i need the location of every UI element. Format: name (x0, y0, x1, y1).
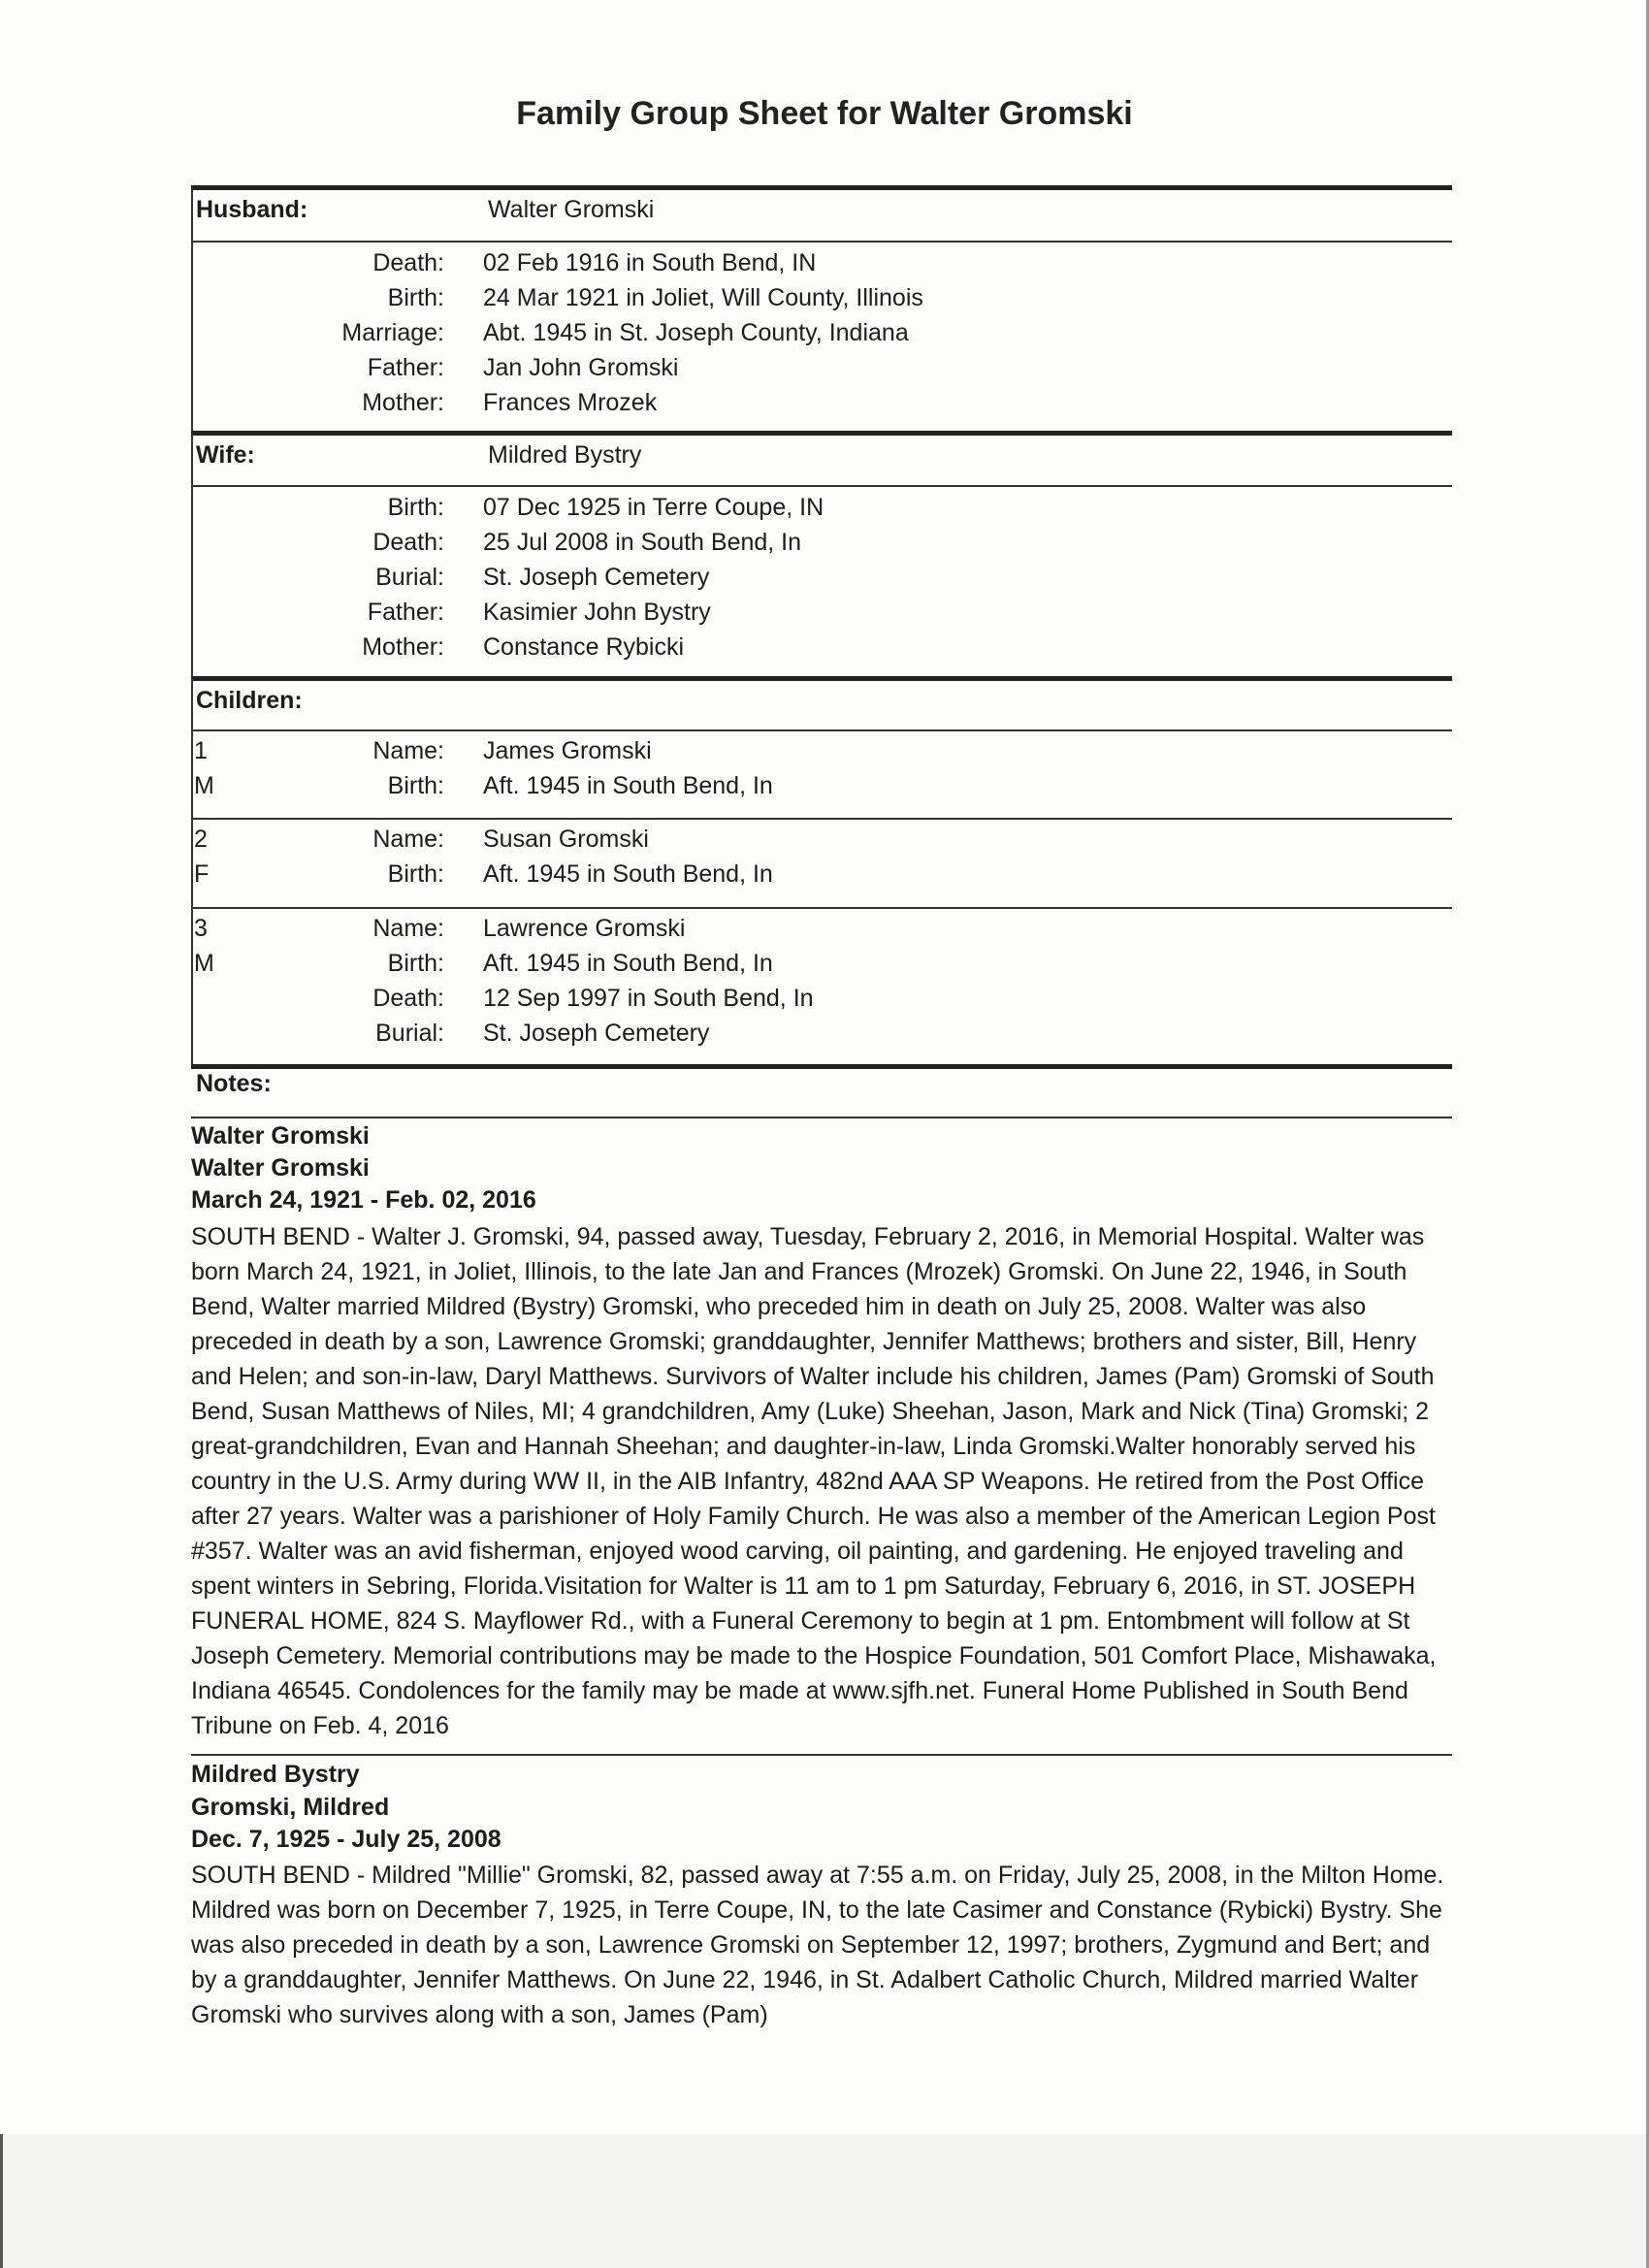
children-label: Children: (196, 687, 303, 714)
wife-fact-label: Birth: (387, 494, 444, 521)
scan-margin (0, 2134, 1649, 2268)
notes-label: Notes: (196, 1070, 272, 1097)
wife-fact-label: Burial: (375, 564, 444, 591)
child-fact-value: St. Joseph Cemetery (483, 1020, 710, 1047)
child-sex: F (194, 860, 210, 888)
section-border (191, 188, 193, 431)
child-fact-value: Aft. 1945 in South Bend, In (483, 950, 773, 977)
header-rule (191, 729, 1452, 731)
child-fact-value: Lawrence Gromski (483, 915, 686, 942)
husband-label: Husband: (196, 196, 308, 223)
page-title: Family Group Sheet for Walter Gromski (516, 95, 1133, 132)
husband-name: Walter Gromski (488, 196, 655, 223)
note-name: Gromski, Mildred (191, 1794, 390, 1821)
child-fact-value: Aft. 1945 in South Bend, In (483, 772, 773, 799)
husband-fact-label: Father: (367, 354, 444, 381)
scan-edge (0, 2134, 3, 2268)
child-fact-label: Birth: (387, 860, 444, 888)
section-rule (191, 185, 1452, 190)
child-fact-label: Name: (372, 737, 444, 764)
header-rule (191, 1117, 1452, 1118)
child-number: 1 (194, 737, 208, 764)
section-rule (191, 431, 1452, 436)
husband-fact-value: 02 Feb 1916 in South Bend, IN (483, 249, 817, 276)
note-dates: March 24, 1921 - Feb. 02, 2016 (191, 1186, 536, 1214)
note-heading: Walter Gromski (191, 1122, 370, 1150)
wife-fact-value: Kasimier John Bystry (483, 599, 711, 626)
husband-fact-value: Frances Mrozek (483, 389, 658, 416)
note-heading: Mildred Bystry (191, 1761, 360, 1788)
wife-fact-value: Constance Rybicki (483, 633, 685, 661)
section-border (191, 679, 193, 1064)
section-rule (191, 1064, 1452, 1069)
wife-label: Wife: (196, 441, 255, 469)
husband-fact-label: Mother: (362, 389, 444, 416)
child-number: 2 (194, 826, 208, 853)
child-fact-value: Aft. 1945 in South Bend, In (483, 860, 773, 888)
note-name: Walter Gromski (191, 1154, 370, 1182)
child-sex: M (194, 772, 214, 799)
child-fact-value: Susan Gromski (483, 826, 649, 853)
child-sex: M (194, 950, 214, 977)
note-divider (191, 1754, 1452, 1756)
husband-fact-label: Death: (372, 249, 444, 276)
wife-fact-value: St. Joseph Cemetery (483, 564, 710, 591)
header-rule (191, 485, 1452, 487)
husband-fact-value: Abt. 1945 in St. Joseph County, Indiana (483, 319, 909, 346)
wife-name: Mildred Bystry (488, 441, 642, 469)
child-fact-label: Name: (372, 915, 444, 942)
child-fact-label: Name: (372, 826, 444, 853)
child-number: 3 (194, 915, 208, 942)
child-fact-label: Burial: (375, 1020, 444, 1047)
note-dates: Dec. 7, 1925 - July 25, 2008 (191, 1826, 501, 1853)
wife-fact-label: Mother: (362, 633, 444, 661)
obituary-text: SOUTH BEND - Mildred "Millie" Gromski, 82, passed away at 7:55 a.m. on Friday, July 25, 2008, in the Milton Home. Mildred was born on December 7, 1925, in Terre Coupe, IN, to the late Casimer and Constance (Rybicki) Bystry. She was also preceded in death by a son, Lawrence Gromski on September 12, 1997; brothers, Zygmund and Bert; and by a granddaughter, Jennifer Matthews. On June 22, 1946, in St. Adalbert Catholic Church, Mildred married Walter Gromski who survives along with a son, James (Pam) (191, 1862, 1444, 2028)
section-border (191, 434, 193, 678)
child-fact-value: James Gromski (483, 737, 652, 764)
husband-fact-label: Marriage: (341, 319, 444, 346)
wife-fact-value: 07 Dec 1925 in Terre Coupe, IN (483, 494, 824, 521)
child-rule (191, 907, 1452, 909)
wife-fact-value: 25 Jul 2008 in South Bend, In (483, 529, 802, 556)
wife-fact-label: Father: (367, 599, 444, 626)
header-rule (191, 241, 1452, 243)
child-rule (191, 818, 1452, 820)
obituary-text: SOUTH BEND - Walter J. Gromski, 94, passed away, Tuesday, February 2, 2016, in Memorial Hospital. Walter was born March 24, 1921, in Joliet, Illinois, to the late Jan and Frances (Mrozek) Gromski. On June 22, 1946, in South Bend, Walter married Mildred (Bystry) Gromski, who preceded him in death on July 25, 2008. Walter was also preceded in death by a son, Lawrence Gromski; granddaughter, Jennifer Matthews; brothers and sister, Bill, Henry and Helen; and son-in-law, Daryl Matthews. Survivors of Walter include his children, James (Pam) Gromski of South Bend, Susan Matthews of Niles, MI; 4 grandchildren, Amy (Luke) Sheehan, Jason, Mark and Nick (Tina) Gromski; 2 great-grandchildren, Evan and Hannah Sheehan; and daughter-in-law, Linda Gromski.Walter honorably served his country in the U.S. Army during WW II, in the AIB Infantry, 482nd AAA SP Weapons. He retired from the Post Office after 27 years. Walter was a parishioner of Holy Family Church. He was also a member of the American Legion Post #357. Walter was an avid fisherman, enjoyed wood carving, oil painting, and gardening. He enjoyed traveling and spent winters in Sebring, Florida.Visitation for Walter is 11 am to 1 pm Saturday, February 6, 2016, in ST. JOSEPH FUNERAL HOME, 824 S. Mayflower Rd., with a Funeral Ceremony to begin at 1 pm. Entombment will follow at St Joseph Cemetery. Memorial contributions may be made to the Hospice Foundation, 501 Comfort Place, Mishawaka, Indiana 46545. Condolences for the family may be made at www.sjfh.net. Funeral Home Published in South Bend Tribune on Feb. 4, 2016 (191, 1223, 1437, 1739)
husband-fact-label: Birth: (387, 284, 444, 311)
husband-fact-value: 24 Mar 1921 in Joliet, Will County, Illinois (483, 284, 923, 311)
child-fact-label: Death: (372, 985, 444, 1012)
wife-fact-label: Death: (372, 529, 444, 556)
child-fact-label: Birth: (387, 950, 444, 977)
child-fact-value: 12 Sep 1997 in South Bend, In (483, 985, 814, 1012)
husband-fact-value: Jan John Gromski (483, 354, 679, 381)
child-fact-label: Birth: (387, 772, 444, 799)
section-rule (191, 676, 1452, 681)
